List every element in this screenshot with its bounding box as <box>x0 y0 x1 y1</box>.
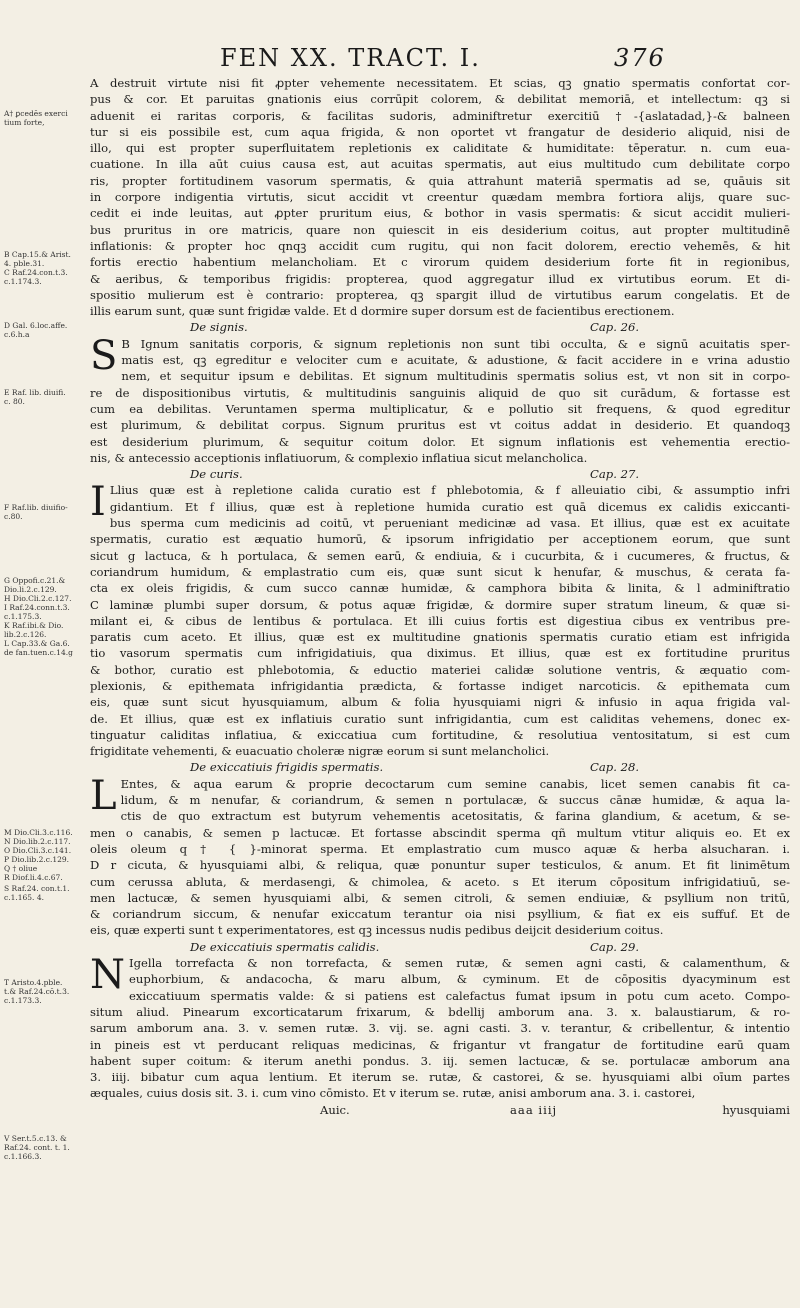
text-line: sarum amborum ana. 3. v. semen rutæ. 3. vij. se. agni casti. 3. v. terantur, & cribellentur, & intentio <box>90 1021 790 1036</box>
chapter-number: Cap. 26. <box>590 320 640 335</box>
running-head <box>220 44 666 72</box>
chapter-number: Cap. 27. <box>590 467 640 482</box>
chapter-heading <box>90 939 790 955</box>
text-line: & coriandrum siccum, & nenufar exiccatum terantur oia nisi psyllium, & fiat ex eis suffuf. Et de <box>90 907 790 922</box>
text-line: B Ignum sanitatis corporis, & signum repletionis non sunt tibi occulta, & e signū acuitatis sper- <box>121 336 790 351</box>
signature-mark: aaa iiij <box>510 1102 558 1117</box>
text-line: C laminæ plumbi super dorsum, & potus aquæ frigidæ, & dormire super stratum lineum, & quæ si- <box>90 597 790 612</box>
text-line: est plurimum, & debilitat corpus. Signum pruritus est vt coitus addat in desiderio. Et quandoqꝫ <box>90 418 790 433</box>
text-line: nem, et sequitur ipsum e debilitas. Et signum multitudinis spermatis solius est, vt non sit in corpo- <box>121 369 790 384</box>
text-line: D r cicuta, & hyusquiami albi, & reliqua, quæ ponuntur super testiculos, & anum. Et fit linimētum <box>90 858 790 873</box>
text-line: aduenit ei raritas corporis, & facilitas sudoris, adminiftretur exercitiū †-{aslatadad,}-& balneen <box>90 108 790 123</box>
drop-cap: S <box>90 332 118 379</box>
margin-note: A† ꝑcedēs exerci tium forte, <box>4 109 68 127</box>
text-line: gidantium. Et f illius, quæ est à repletione humida curatio est quā dicemus ex calidis exiccanti- <box>109 499 790 514</box>
text-line: cta ex oleis frigidis, & cum succo cannæ humidæ, & camphora bibita & linita, & l adminiftratio <box>90 581 790 596</box>
chapter-heading <box>90 319 790 335</box>
text-line: in pineis est vt perducant reliquas medicinas, & frigantur vt frangatur de fortitudine earū quam <box>90 1037 790 1052</box>
text-line: coriandrum humidum, & emplastratio cum eis, quæ sunt sicut k henufar, & muschus, & cerata fa- <box>90 564 790 579</box>
text-line: re de dispositionibus virtutis, & multitudinis sanguinis aliquid de quo sit curādum, & fortasse est <box>90 385 790 400</box>
text-line: situm aliud. Pinearum excorticatarum frixarum, & bdellij amborum ana. 3. x. balaustiarum, & ro- <box>90 1004 790 1019</box>
paragraph <box>90 772 790 939</box>
drop-cap: I <box>90 479 106 526</box>
page-footer <box>90 1102 790 1118</box>
paragraph <box>90 479 790 759</box>
text-line: Entes, & aqua earum & proprie decoctarum cum semine canabis, licet semen canabis fit ca- <box>120 776 790 791</box>
text-line: & bothor, curatio est phlebotomia, & eductio materiei calidæ solutione ventris, & æquatio com- <box>90 662 790 677</box>
margin-note: B Cap.15.& Arist. 4. pble.31. C Raf.24.con.t.3. c.1.174.3. <box>4 250 71 286</box>
margin-note: E Raf. lib. diuifi. c. 80. <box>4 388 66 406</box>
text-line: Llius quæ est à repletione calida curatio est f phlebotomia, & f alleuiatio cibi, & assumptio infri <box>109 483 790 498</box>
text-line: oleis oleum q † { }-minorat sperma. Et emplastratio cum musco aquæ & herba alsucharan. i. <box>90 841 790 856</box>
text-line: lidum, & m nenufar, & coriandrum, & semen n portulacæ, & succus cānæ humidæ, & aqua la- <box>120 793 790 808</box>
chapter-title: De exiccatiuis frigidis spermatis. <box>190 760 384 775</box>
paragraph <box>90 952 790 1102</box>
text-line: frigiditate vehementi, & euacuatio choleræ nigræ eorum si sunt melancholici. <box>90 744 550 759</box>
catchword-right: hyusquiami <box>722 1102 790 1117</box>
text-line: cum ea debilitas. Veruntamen sperma multiplicatur, & e pollutio sit frequens, & quod egreditur <box>90 401 790 416</box>
text-line: cum cerussa abluta, & merdasengi, & chimolea, & aceto. s Et iterum cōpositum infrigidatiuū, se- <box>90 874 790 889</box>
chapter-heading <box>90 466 790 482</box>
text-line: tur si eis possibile est, cum aqua frigida, & non oportet vt frangatur de desiderio aliquid, nisi de <box>90 124 790 139</box>
text-line: A destruit virtute nisi fit ꝓpter vehemente necessitatem. Et scias, qꝫ gnatio spermatis confortat cor- <box>90 76 790 90</box>
text-line: milant ei, & cibus de lentibus & portulaca. Et illi cuius fortis est digestiua cibus ex ventribus pre- <box>90 613 790 628</box>
margin-note: D Gal. 6.loc.affe. c.6.h.a <box>4 321 68 339</box>
text-line: Igella torrefacta & non torrefacta, & semen rutæ, & semen agni casti, & calamenthum, & <box>129 956 790 971</box>
text-line: illo, qui est propter superfluitatem repletionis ex caliditate & humiditate: tēperatur. n. cum eua- <box>90 141 790 156</box>
page-number: 376 <box>614 44 666 72</box>
text-line: cuatione. In illa aūt cuius causa est, aut acuitas spermatis, aut eius multitudo cum debilitate corpo <box>90 157 790 172</box>
text-line: bus sperma cum medicinis ad coitū, vt perueniant medicinæ ad vasa. Et illius, quæ est ex acuitate <box>109 516 790 531</box>
text-line: men lactucæ, & semen hyusquiami albi, & semen citroli, & semen endiuiæ, & psyllium non tritū, <box>90 890 790 905</box>
drop-cap: L <box>90 772 117 819</box>
paragraph <box>90 75 790 319</box>
text-line: fortis erectio habentium melancholiam. Et c virorum quidem desiderium forte fit in regionibus, <box>90 255 790 270</box>
text-line: æquales, cuius dosis sit. 3. i. cum vino cōmisto. Et v iterum se. rutæ, anisi amborum ana. 3. i. castorei, <box>90 1086 696 1101</box>
text-line: exiccatiuum spermatis valde: & si patiens est calefactus fumat ipsum in potu cum aceto. Compo- <box>129 988 790 1003</box>
text-line: cedit ei inde leuitas, aut ꝓpter pruritum eius, & bothor in vasis spermatis: & sicut accidit mulieri- <box>90 206 790 221</box>
text-line: in corpore indigentia virtutis, sicut accidit vt creentur quædam membra fortiora alijs, quare suc- <box>90 190 790 205</box>
chapter-title: De curis. <box>190 467 243 482</box>
text-line: & aeribus, & temporibus frigidis: propterea, quod aggregatur illud ex virtutibus eorum. Et di- <box>90 271 790 286</box>
chapter-heading <box>90 759 790 775</box>
margin-note: V Ser.t.5.c.13. & Raf.24. cont. t. 1. c.1.166.3. <box>4 1134 70 1161</box>
text-line: sicut g lactuca, & h portulaca, & semen earū, & endiuia, & i cucurbita, & i cucumeres, & fructus, & <box>90 548 790 563</box>
chapter-title: De exiccatiuis spermatis calidis. <box>190 939 380 954</box>
margin-note: F Raf.lib. diuifio- c.80. <box>4 503 68 521</box>
margin-note: M Dio.Cli.3.c.116. N Dio.lib.2.c.117. O Dio.Cli.3.c.141. P Dio.lib.2.c.129. Q † oliue R Diof.li.4.c.67. <box>4 828 73 882</box>
text-line: men o canabis, & semen p lactucæ. Et fortasse abscindit sperma qñ multum vtitur aliquis eo. Et ex <box>90 825 790 840</box>
text-line: matis est, qꝫ egreditur e velociter cum e acuitate, & adustione, & facit accidere in e vrina adustio <box>121 353 790 368</box>
paragraph <box>90 332 790 466</box>
text-line: 3. iiij. bibatur cum aqua lentium. Et iterum se. rutæ, & castorei, & se. hyusquiami albi oīum partes <box>90 1070 790 1085</box>
text-line: est desiderium plurimum, & sequitur coitum dolor. Et signum inflationis est vehementia erectio- <box>90 434 790 449</box>
text-line: illis earum sunt, quæ sunt frigidæ valde. Et d dormire super dorsum est de facientibus erectionem. <box>90 304 675 319</box>
running-title: FEN XX. TRACT. I. <box>220 44 481 72</box>
margin-note: G Oppofi.c.21.& Dio.li.2.c.129. H Dio.Cli.2.c.127. I Raf.24.conn.t.3. c.1.175.3. K Raf.ibi.& Dio. lib.2.c.126. L Cap.33.& Ga.6. de fan.tuen.c.14.g <box>4 576 73 657</box>
text-line: spermatis, curatio est æquatio humorū, & ipsorum infrigidatio per acceptionem eorum, que sunt <box>90 532 790 547</box>
text-line: ctis de quo extractum est butyrum vehementis acetositatis, & farina glandium, & acetum, & se- <box>120 809 790 824</box>
margin-notes <box>2 0 82 1308</box>
margin-note: S Raf.24. con.t.1. c.1.165. 4. <box>4 884 70 902</box>
text-line: tinguatur caliditas inflatiua, & exiccatiua cum fortitudine, & resolutiua ventositatum, si est cum <box>90 727 790 742</box>
text-line: eis, quæ experti sunt t experimentatores, est qꝫ incessus nudis pedibus deijcit desiderium coitus. <box>90 923 664 938</box>
text-line: habent super coitum: & iterum anethi pondus. 3. iij. semen lactucæ, & se. portulacæ amborum ana <box>90 1053 790 1068</box>
text-line: eis, quæ sunt sicut hyusquiamum, album & folia hyusquiami nigri & infusio in aqua frigida val- <box>90 695 790 710</box>
text-line: inflationis: & propter hoc qnqꝫ accidit cum rugitu, qui non facit dolorem, erectio vehemēs, & hit <box>90 238 790 253</box>
main-text <box>90 75 790 1118</box>
drop-cap: N <box>90 952 125 999</box>
margin-note: T Aristo.4.pble. t.& Raf.24.cō.t.3. c.1.173.3. <box>4 978 70 1005</box>
chapter-number: Cap. 28. <box>590 760 640 775</box>
text-line: de. Et illius, quæ est ex inflatiuis curatio sunt infrigidantia, cum est caliditas vehemens, donec ex- <box>90 711 790 726</box>
text-line: pus & cor. Et paruitas gnationis eius corrūpit colorem, & debilitat memoriā, et intellectum: qꝫ si <box>90 92 790 107</box>
text-line: tio vasorum spermatis cum infrigidatiuis, qua diximus. Et illius, quæ est ex fortitudine pruritus <box>90 646 790 661</box>
text-line: nis, & antecessio acceptionis inflatiuorum, & complexio inflatiua sicut melancholica. <box>90 450 588 465</box>
text-line: spositio mulierum est è contrario: propterea, qꝫ spargit illud de virtutibus earum congelatis. Et de <box>90 287 790 302</box>
chapter-title: De signis. <box>190 320 248 335</box>
text-line: euphorbium, & andacocha, & maru album, & cyminum. Et de cōpositis dyacyminum est <box>129 972 790 987</box>
text-line: plexionis, & epithemata infrigidantia prædicta, & fortasse indiget narcoticis. & epithemata cum <box>90 678 790 693</box>
catchword-left: Auic. <box>320 1102 350 1117</box>
chapter-number: Cap. 29. <box>590 939 640 954</box>
text-line: bus pruritus in ore matricis, quare non quiescit in eis desiderium coitus, aut propter multitudinē <box>90 222 790 237</box>
text-line: ris, propter fortitudinem vasorum spermatis, & quia attrahunt materiā spermatis ad se, quāuis sit <box>90 173 790 188</box>
text-line: paratis cum aceto. Et illius, quæ est ex multitudine gnationis spermatis curatio etiam est infrigida <box>90 630 790 645</box>
